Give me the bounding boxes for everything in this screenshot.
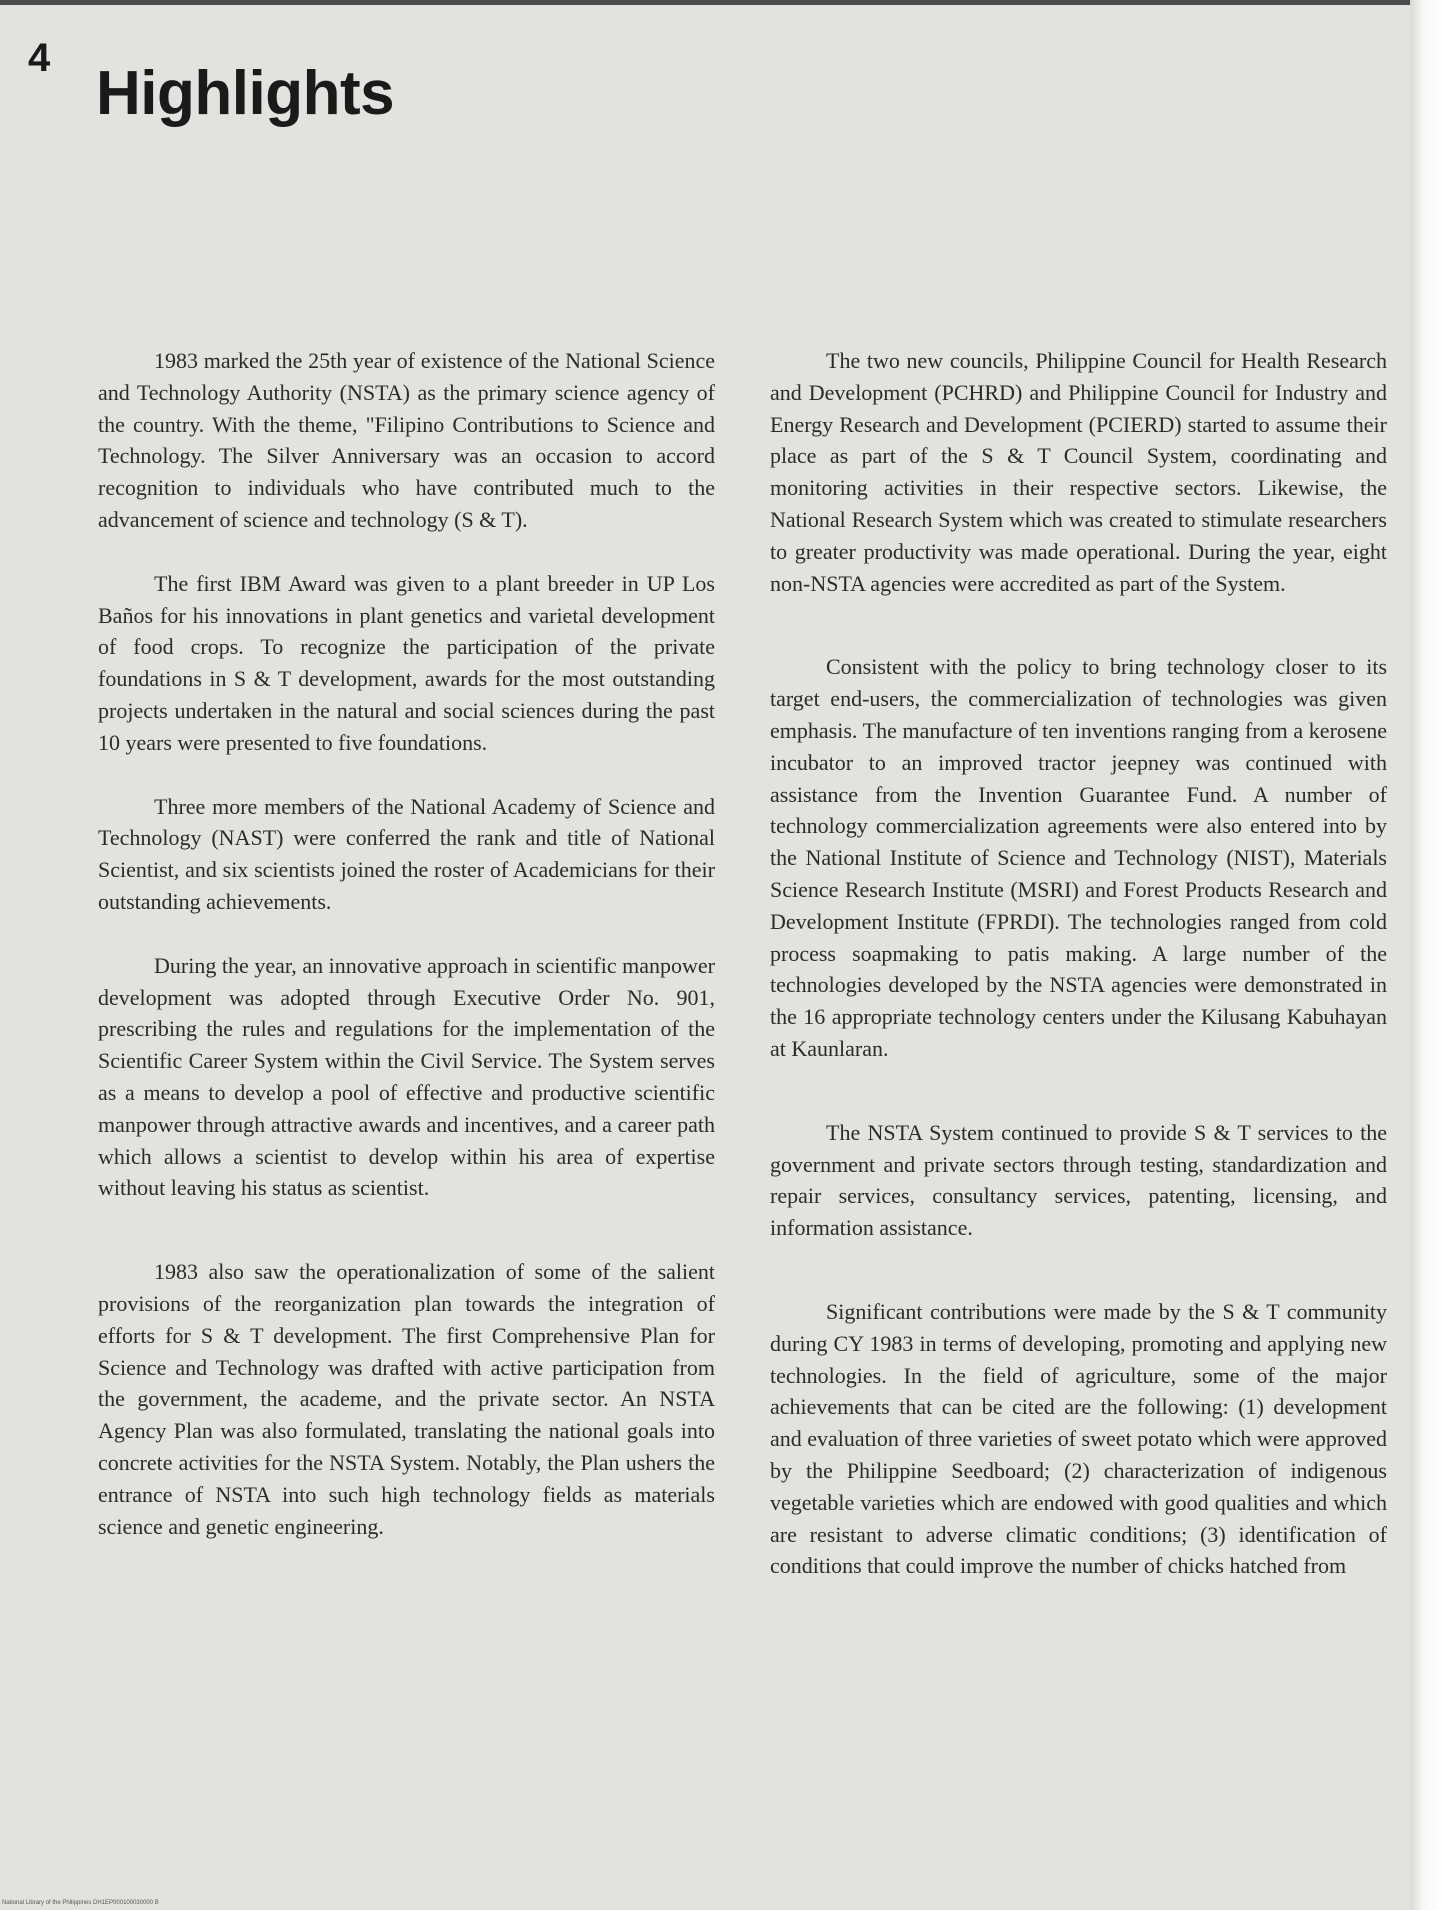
page-number: 4 bbox=[28, 36, 51, 80]
paragraph: Three more members of the National Academy of Science and Technology (NAST) were conferred the rank and title of National Scientist, and six scientists joined the roster of Academicians for their outstanding achievements. bbox=[98, 793, 715, 914]
right-column bbox=[770, 345, 1387, 1582]
paragraph: The two new councils, Philippine Council for Health Research and Development (PCHRD) and Philippine Council for Industry and Energy Research and Development (PCIERD) started to assume their place as part of the S & T Council System, coordinating and monitoring activities in their respective sectors. Likewise, the National Research System which was created to stimulate researchers to greater productivity was made operational. During the year, eight non-NSTA agencies were accredited as part of the System. bbox=[770, 348, 1387, 596]
left-column bbox=[98, 345, 715, 1542]
paragraph: Consistent with the policy to bring technology closer to its target end-users, the commercialization of technologies was given emphasis. The manufacture of ten inventions ranging from a kerosene incubator to an improved tractor jeepney was continued with assistance from the Invention Guarantee Fund. A number of technology commercialization agreements were also entered into by the National Institute of Science and Technology (NIST), Materials Science Research Institute (MSRI) and Forest Products Research and Development Institute (FPRDI). The technologies ranged from cold process soapmaking to patis making. A large number of the technologies developed by the NSTA agencies were demonstrated in the 16 appropriate technology centers under the Kilusang Kabuhayan at Kaunlaran. bbox=[770, 654, 1387, 1061]
paragraph: 1983 marked the 25th year of existence of the National Science and Technology Authority (NSTA) as the primary science agency of the country. With the theme, "Filipino Contributions to Science and Technology. The Silver Anniversary was an occasion to accord recognition to individuals who have contributed much to the advancement of science and technology (S & T). bbox=[98, 348, 715, 532]
page-edge-shadow bbox=[1410, 0, 1442, 1910]
paragraph: 1983 also saw the operationalization of some of the salient provisions of the reorganization plan towards the integration of efforts for S & T development. The first Comprehensive Plan for Science and Technology was drafted with active participation from the government, the academe, and the private sector. An NSTA Agency Plan was also formulated, translating the national goals into concrete activities for the NSTA System. Notably, the Plan ushers the entrance of NSTA into such high technology fields as materials science and genetic engineering. bbox=[98, 1259, 715, 1539]
scan-footer: National Library of the Philippines DH1EP000100030000 B bbox=[2, 1900, 159, 1906]
paragraph: The NSTA System continued to provide S & T services to the government and private sectors through testing, standardization and repair services, consultancy services, patenting, licensing, and information assistance. bbox=[770, 1119, 1387, 1241]
page-title: Highlights bbox=[96, 59, 395, 128]
paragraph: During the year, an innovative approach in scientific manpower development was adopted through Executive Order No. 901, prescribing the rules and regulations for the implementation of the Scientific Career System within the Civil Service. The System serves as a means to develop a pool of effective and productive scientific manpower through attractive awards and incentives, and a career path which allows a scientist to develop within his area of expertise without leaving his status as scientist. bbox=[98, 952, 715, 1201]
paragraph: The first IBM Award was given to a plant breeder in UP Los Baños for his innovations in plant genetics and varietal development of food crops. To recognize the participation of the private foundations in S & T development, awards for the most outstanding projects undertaken in the natural and social sciences during the past 10 years were presented to five foundations. bbox=[98, 570, 715, 755]
paragraph: Significant contributions were made by the S & T community during CY 1983 in terms of developing, promoting and applying new technologies. In the field of agriculture, some of the major achievements that can be cited are the following: (1) development and evaluation of three varieties of sweet potato which were approved by the Philippine Seedboard; (2) characterization of indigenous vegetable varieties which are endowed with good qualities and which are resistant to adverse climatic conditions; (3) identification of conditions that could improve the number of chicks hatched from bbox=[770, 1298, 1387, 1579]
top-rule bbox=[0, 0, 1410, 5]
